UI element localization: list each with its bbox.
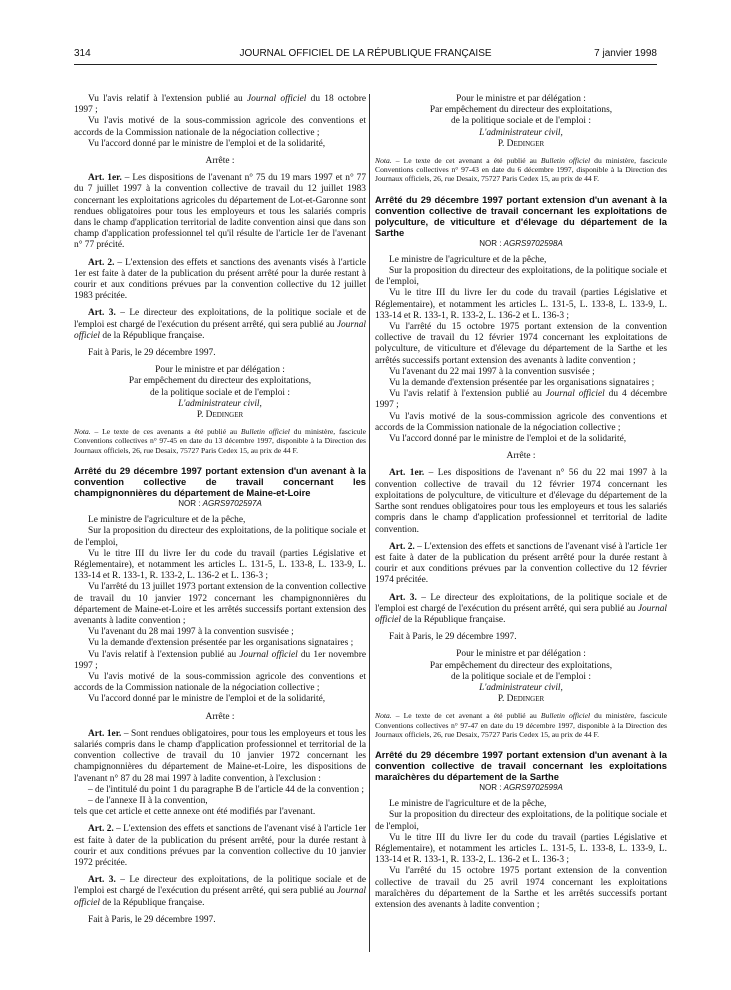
article-3: Art. 3. – Le directeur des exploitations, de la politique sociale et de l'emploi est chargé de l'exécution du présent arrêté, qui sera publié au Journal officiel de la République française.: [74, 875, 366, 908]
visa-sous-commission: Vu l'avis motivé de la sous-commission agricole des conventions et accords de la Commission nationale de la négociation collective ;: [74, 116, 366, 138]
article-title: Arrêté du 29 décembre 1997 portant extension d'un avenant à la convention collective de travail concernant les exploitations maraîchères du département de la Sarthe: [375, 748, 667, 782]
article-2: Art. 2. – L'extension des effets et sanctions des avenants visés à l'article 1er est faite à dater de la publication du présent arrêté pour la durée restant à courir et aux conditions prévues par la convention collective du 12 juillet 1983 précitée.: [74, 257, 366, 302]
visa: Vu l'avenant du 28 mai 1997 à la convention susvisée ;: [88, 627, 294, 638]
visa: Vu l'avis relatif à l'extension publié au Journal officiel du 4 décembre 1997 ;: [375, 389, 667, 411]
visa: Vu l'arrêté du 13 juillet 1973 portant extension de la convention collective de travail du 10 janvier 1972 concernant les champignonnières du département de Maine-et-Loire et les arrêtés successifs portant extension des avenants à ladite convention ;: [74, 582, 366, 626]
page-header: [74, 48, 657, 65]
signature-role: L'administrateur civil,: [178, 398, 262, 409]
proposition: Sur la proposition du directeur des exploitations, de la politique sociale et de l'emploi,: [375, 810, 667, 832]
fait-a-paris: Fait à Paris, le 29 décembre 1997.: [389, 632, 517, 643]
signatory-name: P. Dedinger: [497, 694, 545, 705]
article-2: Art. 2. – L'extension des effets et sanctions de l'avenant visé à l'article 1er est faite à dater de la publication du présent arrêté pour la durée restant à courir et aux conditions prévues par la convention collective du 12 février 1974 précitée.: [375, 541, 667, 586]
visa: Vu l'arrêté du 15 octobre 1975 portant extension de la convention collective de travail du 12 février 1974 concernant les exploitations de polyculture, de viticulture et d'élevage du département de la Sarthe et les arrêtés successifs portant extension des avenants à ladite convention ;: [375, 322, 667, 366]
page-number: 314: [74, 48, 91, 59]
fait-a-paris: Fait à Paris, le 29 décembre 1997.: [88, 348, 216, 359]
article-2: Art. 2. – L'extension des effets et sanctions de l'avenant visé à l'article 1er est faite à dater de la publication du présent arrêté, pour la durée restant à courir et aux conditions prévues par la convention collective du 10 janvier 1972 précitée.: [74, 824, 366, 868]
exclusion-tail: tels que cet article et cette annexe ont été modifiés par l'avenant.: [74, 807, 316, 818]
nota: Nota. – Le texte de cet avenant a été publié au Bulletin officiel du ministère, fascicule Conventions collectives n° 97-43 en date du 6 décembre 1997, disponible à la Direction des Journaux officiels, 26, rue Desaix, 75727 Paris Cedex 15, au prix de 44 F.: [375, 156, 667, 184]
signature-role: L'administrateur civil,: [479, 682, 563, 693]
arrete-heading: Arrête :: [205, 711, 235, 722]
arrete-heading: Arrête :: [205, 156, 235, 167]
signature-line: Par empêchement du directeur des exploitations,: [429, 660, 613, 671]
article-3: Art. 3. – Le directeur des exploitations, de la politique sociale et de l'emploi est chargé de l'exécution du présent arrêté, qui sera publié au Journal officiel de la République française.: [375, 592, 667, 625]
visa: Vu l'avenant du 22 mai 1997 à la convention susvisée ;: [389, 366, 595, 377]
left-column: [74, 94, 366, 980]
minister: Le ministre de l'agriculture et de la pêche,: [389, 799, 547, 810]
article-1: Art. 1er. – Les dispositions de l'avenant n° 75 du 19 mars 1997 et n° 77 du 7 juillet 1997 à la convention collective de travail du 12 juillet 1983 concernant les exploitations agricoles du département de Lot-et-Garonne sont rendues obligatoires pour tous les employeurs et tous les salariés compris dans le champ d'application territorial de ladite convention ainsi que dans son champ d'application professionnel tel qu'il résulte de l'article 1er de l'avenant n° 77 précité.: [74, 173, 366, 251]
minister: Le ministre de l'agriculture et de la pêche,: [88, 515, 246, 526]
article-3: Art. 3. – Le directeur des exploitations, de la politique sociale et de l'emploi est chargé de l'exécution du présent arrêté, qui sera publié au Journal officiel de la République française.: [74, 308, 366, 341]
article-title: Arrêté du 29 décembre 1997 portant extension d'un avenant à la convention collective de travail concernant les champignonnières du département de Maine-et-Loire: [74, 464, 366, 498]
signature-line: de la politique sociale et de l'emploi :: [451, 671, 591, 682]
signatory-name: P. Dedinger: [196, 410, 244, 421]
issue-date: 7 janvier 1998: [594, 48, 657, 59]
journal-title: JOURNAL OFFICIEL DE LA RÉPUBLIQUE FRANÇAISE: [239, 48, 492, 59]
signature-line: Par empêchement du directeur des exploitations,: [128, 376, 312, 387]
visa-avis: Vu l'avis relatif à l'extension publié au Journal officiel du 18 octobre 1997 ;: [74, 94, 366, 116]
arrete-heading: Arrête :: [506, 451, 536, 462]
visa: Vu le titre III du livre Ier du code du travail (parties Législative et Réglementaire), et notamment les articles L. 131-5, L. 133-8, L. 133-9, L. 133-14 et R. 133-1, R. 133-2, L. 136-2 et L. 136-3 ;: [375, 288, 667, 321]
visa: Vu le titre III du livre Ier du code du travail (parties Législative et Réglementaire), et notamment les articles L. 131-5, L. 133-8, L. 133-9, L. 133-14 et R. 133-1, R. 133-2, L. 136-2 et L. 136-3 ;: [74, 548, 366, 582]
visa: Vu la demande d'extension présentée par les organisations signataires ;: [389, 378, 655, 389]
exclusion-item: – de l'annexe II à la convention,: [88, 795, 208, 806]
nor-reference: NOR : AGRS9702597A: [178, 498, 262, 508]
signature-line: de la politique sociale et de l'emploi :: [150, 387, 290, 398]
visa: Vu l'avis motivé de la sous-commission agricole des conventions et accords de la Commission nationale de la négociation collective ;: [74, 671, 366, 694]
signature-line: de la politique sociale et de l'emploi :: [451, 116, 591, 127]
signature-line: Pour le ministre et par délégation :: [456, 94, 586, 104]
minister: Le ministre de l'agriculture et de la pêche,: [389, 254, 547, 265]
nota: Nota. – Le texte de cet avenant a été publié au Bulletin officiel du ministère, fascicule Conventions collectives n° 97-47 en date du 19 décembre 1997, disponible à la Direction des Journaux officiels, 26, rue Desaix, 75727 Paris Cedex 15, au prix de 44 F.: [375, 711, 667, 739]
signature-role: L'administrateur civil,: [479, 127, 563, 138]
column-divider: [369, 94, 370, 952]
article-1: Art. 1er. – Les dispositions de l'avenant n° 56 du 22 mai 1997 à la convention collective de travail du 12 février 1974 concernant les exploitations de polyculture, de viticulture et d'élevage du département de la Sarthe sont rendues obligatoires pour tous les employeurs et tous les salariés compris dans le champ d'application professionnel et territorial de ladite convention.: [375, 468, 667, 535]
proposition: Sur la proposition du directeur des exploitations, de la politique sociale et de l'emploi,: [375, 266, 667, 288]
exclusion-item: – de l'intitulé du point 1 du paragraphe B de l'article 44 de la convention ;: [88, 784, 364, 795]
proposition: Sur la proposition du directeur des exploitations, de la politique sociale et de l'emploi,: [74, 526, 366, 548]
visa: Vu l'avis motivé de la sous-commission agricole des conventions et accords de la Commission nationale de la négociation collective ;: [375, 411, 667, 433]
nota: Nota. – Le texte de ces avenants a été publié au Bulletin officiel du ministère, fascicule Conventions collectives n° 97-45 en date du 13 décembre 1997, disponible à la Direction des Journaux officiels, 26, rue Desaix, 75727 Paris Cedex 15, au prix de 44 F.: [74, 427, 366, 455]
signature-line: Pour le ministre et par délégation :: [155, 365, 285, 376]
article-1: Art. 1er. – Sont rendues obligatoires, pour tous les employeurs et tous les salariés compris dans le champ d'application professionnel et territorial de la convention collective de travail du 10 janvier 1972 concernant les champignonnières du département de Maine-et-Loire, les dispositions de l'avenant n° 87 du 28 mai 1997 à ladite convention, à l'exclusion :: [74, 728, 366, 784]
fait-a-paris: Fait à Paris, le 29 décembre 1997.: [88, 914, 216, 925]
visa-accord: Vu l'accord donné par le ministre de l'emploi et de la solidarité,: [88, 138, 326, 149]
right-column: [375, 94, 667, 980]
visa: Vu l'accord donné par le ministre de l'emploi et de la solidarité,: [389, 434, 627, 445]
signature-line: Pour le ministre et par délégation :: [456, 649, 586, 660]
nor-reference: NOR : AGRS9702599A: [479, 782, 563, 792]
visa: Vu l'accord donné par le ministre de l'emploi et de la solidarité,: [88, 694, 326, 705]
nor-reference: NOR : AGRS9702598A: [479, 238, 563, 248]
visa: Vu la demande d'extension présentée par les organisations signataires ;: [88, 638, 354, 649]
signatory-name: P. Dedinger: [497, 138, 545, 149]
article-title: Arrêté du 29 décembre 1997 portant extension d'un avenant à la convention collective de travail concernant les exploitations de polyculture, de viticulture et d'élevage du département de la Sarthe: [375, 193, 667, 238]
visa: Vu l'arrêté du 15 octobre 1975 portant extension de la convention collective de travail du 25 avril 1974 concernant les exploitations maraîchères du département de la Sarthe et les arrêtés successifs portant extension des avenants à ladite convention ;: [375, 866, 667, 910]
visa: Vu le titre III du livre Ier du code du travail (parties Législative et Réglementaire), et notamment les articles L. 131-5, L. 133-8, L. 133-9, L. 133-14 et R. 133-1, R. 133-2, L. 136-2 et L. 136-3 ;: [375, 832, 667, 866]
signature-line: Par empêchement du directeur des exploitations,: [429, 105, 613, 116]
visa: Vu l'avis relatif à l'extension publié au Journal officiel du 1er novembre 1997 ;: [74, 649, 366, 671]
